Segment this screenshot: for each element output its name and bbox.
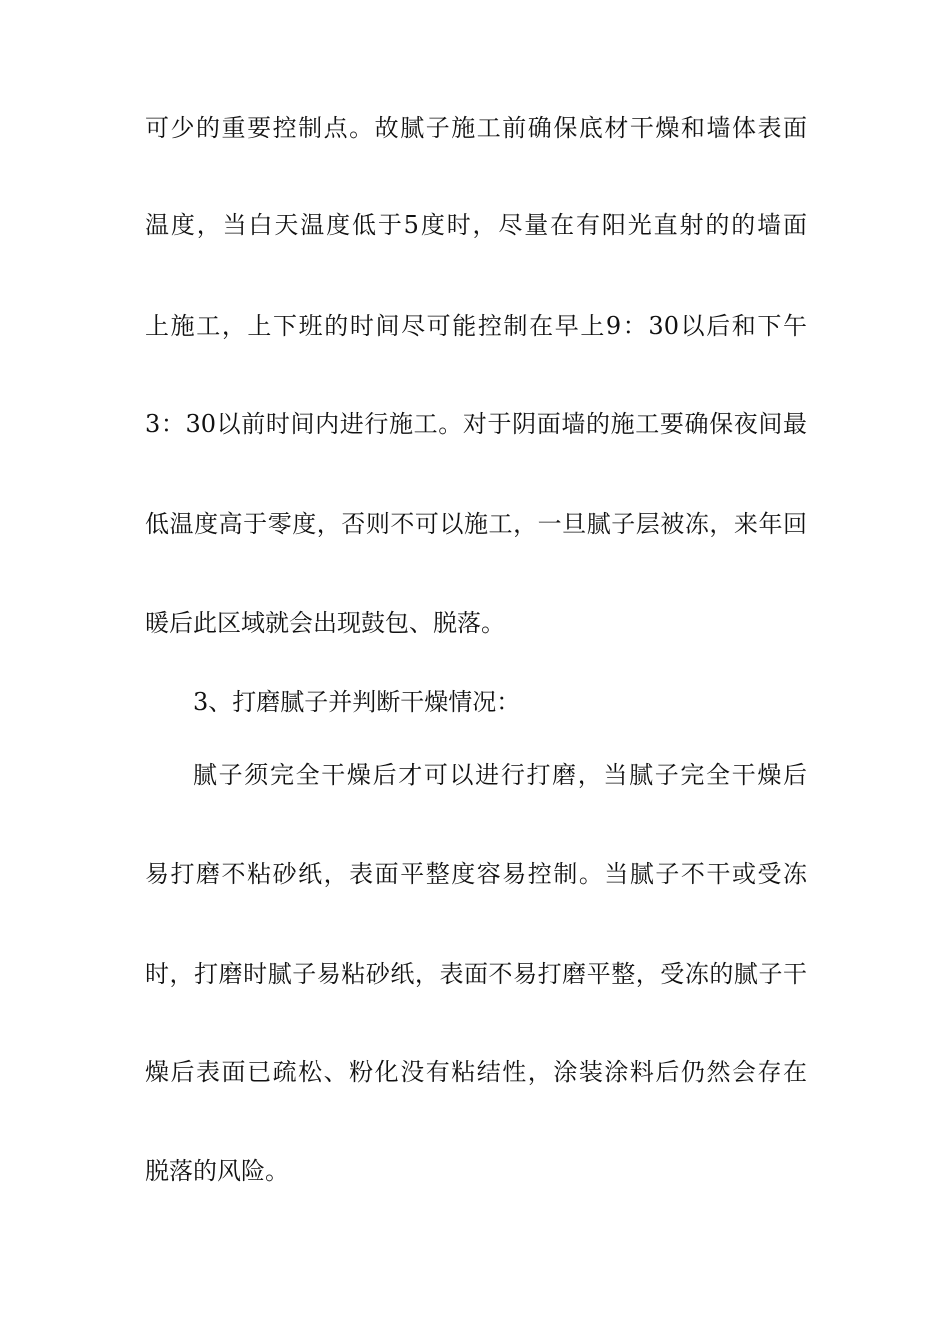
paragraph-line-5: 低温度高于零度，否则不可以施工，一旦腻子层被冻，来年回 xyxy=(145,510,807,538)
paragraph-line-4: 3：30以前时间内进行施工。对于阴面墙的施工要确保夜间最 xyxy=(145,410,807,438)
paragraph-line-9: 时，打磨时腻子易粘砂纸，表面不易打磨平整，受冻的腻子干 xyxy=(145,960,807,988)
paragraph-line-3: 上施工，上下班的时间尽可能控制在早上9：30以后和下午 xyxy=(145,312,807,340)
paragraph-line-8: 易打磨不粘砂纸，表面平整度容易控制。当腻子不干或受冻 xyxy=(145,860,807,888)
paragraph-line-2: 温度，当白天温度低于5度时，尽量在有阳光直射的的墙面 xyxy=(145,211,807,239)
paragraph-line-11: 脱落的风险。 xyxy=(145,1157,289,1185)
paragraph-line-6: 暖后此区域就会出现鼓包、脱落。 xyxy=(145,609,505,637)
paragraph-line-1: 可少的重要控制点。故腻子施工前确保底材干燥和墙体表面 xyxy=(145,114,807,142)
section-heading: 3、打磨腻子并判断干燥情况： xyxy=(193,688,521,716)
paragraph-line-10: 燥后表面已疏松、粉化没有粘结性，涂装涂料后仍然会存在 xyxy=(145,1058,807,1086)
paragraph-line-7: 腻子须完全干燥后才可以进行打磨，当腻子完全干燥后 xyxy=(193,761,807,789)
